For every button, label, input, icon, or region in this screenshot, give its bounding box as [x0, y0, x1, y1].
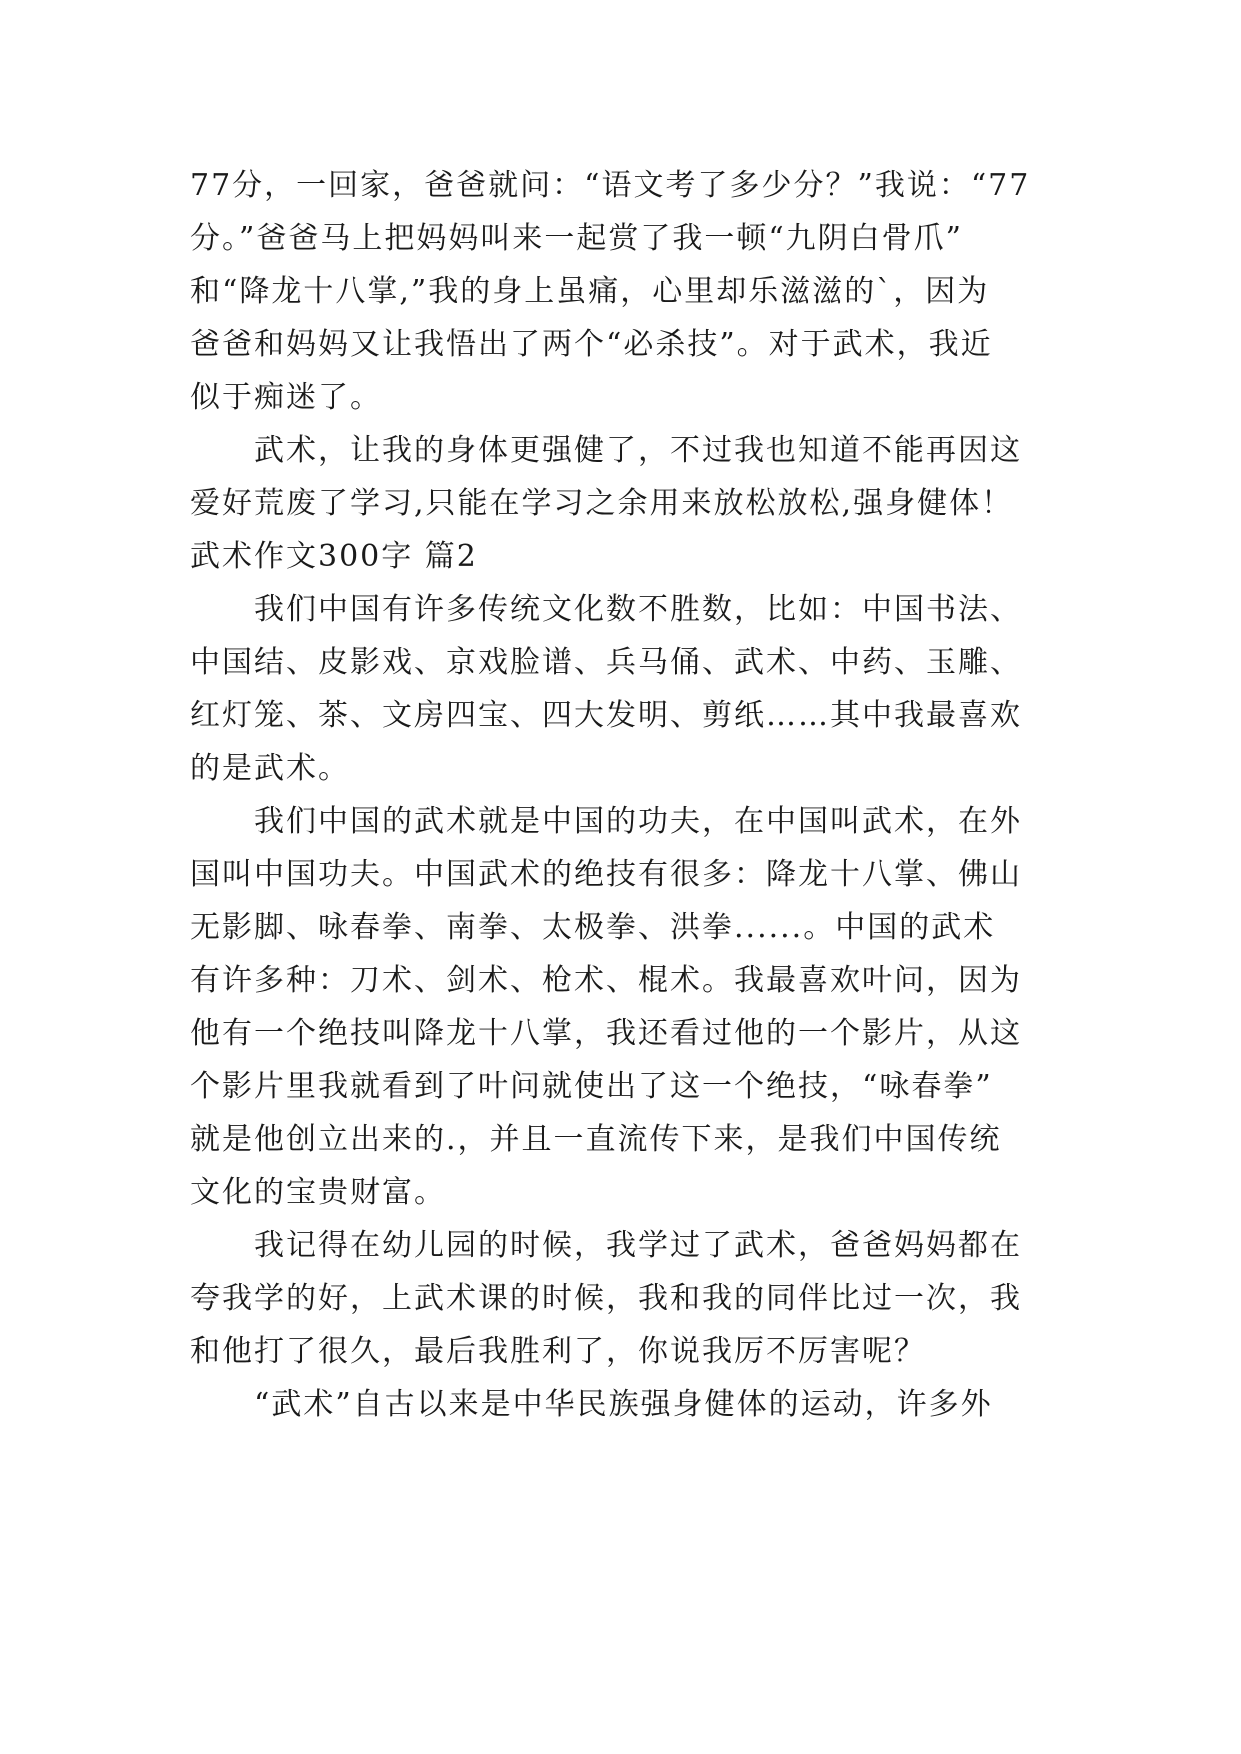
- text-line: 有许多种：刀术、剑术、枪术、棍术。我最喜欢叶问，因为: [190, 963, 1022, 998]
- section-heading: 武术作文300字 篇2: [190, 539, 478, 574]
- text-line: 就是他创立出来的.，并且一直流传下来，是我们中国传统: [190, 1122, 1002, 1157]
- text-line: 武术，让我的身体更强健了，不过我也知道不能再因这: [190, 433, 1022, 468]
- text-line: 我们中国有许多传统文化数不胜数，比如：中国书法、: [190, 592, 1022, 627]
- text-line: 我记得在幼儿园的时候，我学过了武术，爸爸妈妈都在: [190, 1228, 1022, 1263]
- text-line: 中国结、皮影戏、京戏脸谱、兵马俑、武术、中药、玉雕、: [190, 645, 1022, 680]
- text-line: 77分，一回家，爸爸就问：“语文考了多少分？”我说：“77: [190, 168, 1031, 203]
- text-line: 他有一个绝技叫降龙十八掌，我还看过他的一个影片，从这: [190, 1016, 1022, 1051]
- text-line: 爸爸和妈妈又让我悟出了两个“必杀技”。对于武术，我近: [190, 327, 993, 362]
- text-line: 和“降龙十八掌,”我的身上虽痛，心里却乐滋滋的`，因为: [190, 274, 990, 309]
- text-line: 无影脚、咏春拳、南拳、太极拳、洪拳......。中国的武术: [190, 910, 996, 945]
- text-line: 文化的宝贵财富。: [190, 1175, 446, 1210]
- text-line: 红灯笼、茶、文房四宝、四大发明、剪纸……其中我最喜欢: [190, 698, 1022, 733]
- text-line: 国叫中国功夫。中国武术的绝技有很多：降龙十八掌、佛山: [190, 857, 1022, 892]
- text-line: 我们中国的武术就是中国的功夫，在中国叫武术，在外: [190, 804, 1022, 839]
- text-line: 的是武术。: [190, 751, 350, 786]
- text-line: 和他打了很久，最后我胜利了，你说我厉不厉害呢？: [190, 1334, 926, 1369]
- text-line: 夸我学的好，上武术课的时候，我和我的同伴比过一次，我: [190, 1281, 1022, 1316]
- text-line: 分。”爸爸马上把妈妈叫来一起赏了我一顿“九阴白骨爪”: [190, 221, 964, 256]
- text-line: 爱好荒废了学习,只能在学习之余用来放松放松,强身健体！: [190, 486, 1014, 521]
- text-line: 个影片里我就看到了叶问就使出了这一个绝技，“咏春拳”: [190, 1069, 993, 1104]
- text-line: “武术”自古以来是中华民族强身健体的运动，许多外: [190, 1387, 993, 1422]
- text-line: 似于痴迷了。: [190, 380, 382, 415]
